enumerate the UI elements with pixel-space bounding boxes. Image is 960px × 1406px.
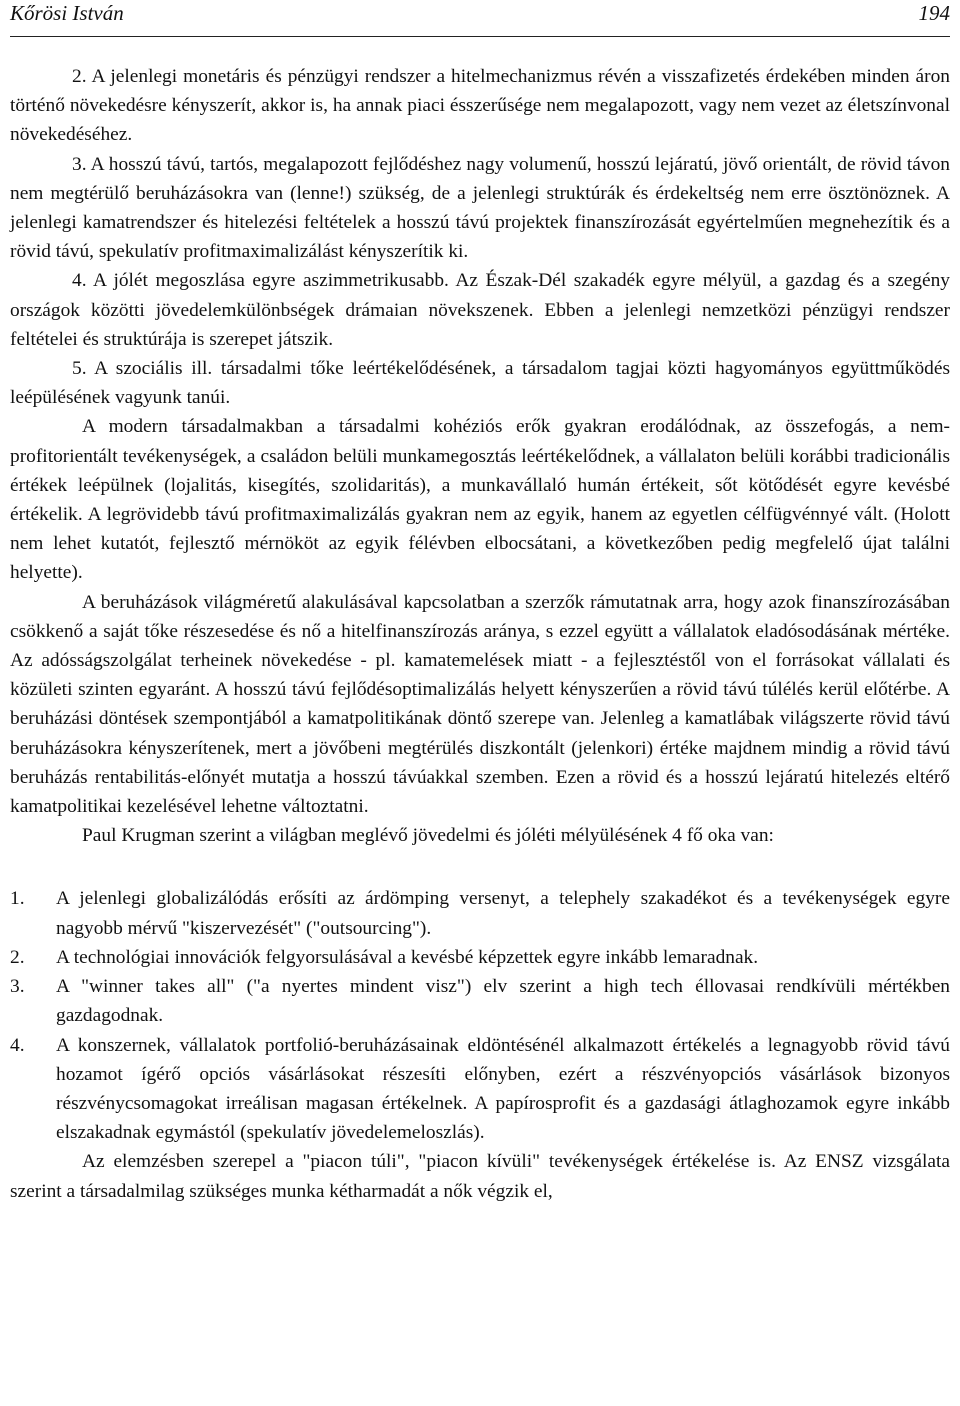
running-head-author: Kőrösi István <box>10 1 124 25</box>
list-item <box>10 1031 950 1148</box>
list-item <box>10 884 950 942</box>
page-header <box>10 0 950 30</box>
list-item-number: 3. <box>10 976 25 998</box>
paragraph-point-2: 2. A jelenlegi monetáris és pénzügyi rendszer a hitelmechanizmus révén a visszafizetés érdekében minden áron történő növekedésre kényszerít, akkor is, ha annak piaci ésszerűsége nem megalapozott, vagy nem vezet az életszínvonal növekedéséhez. <box>10 66 950 146</box>
page-body <box>10 62 950 1206</box>
paragraph-point-3: 3. A hosszú távú, tartós, megalapozott fejlődéshez nagy volumenű, hosszú lejáratú, jövő orientált, de rövid távon nem megtérülő beruházásokra van (lenne!) szükség, de a jelenlegi struktúrák és érdekeltség nem erre ösztönöznek. A jelenlegi kamatrendszer és hitelezési feltételek a hosszú távú projektek finanszírozását egyértelműen megnehezítik és a rövid távú, spekulatív profitmaximalizálást kényszerítik ki. <box>10 153 950 263</box>
list-item-number: 2. <box>10 946 25 968</box>
page-number: 194 <box>918 1 950 25</box>
list-spacer <box>10 850 950 884</box>
list-item-text: A "winner takes all" ("a nyertes mindent visz") elv szerint a high tech éllovasai rendkívüli mértékben gazdagodnak. <box>56 976 950 1027</box>
paragraph-social-cohesion: A modern társadalmakban a társadalmi kohéziós erők gyakran erodálódnak, az összefogás, a nem-profitorientált tevékenységek, a családon belüli munkamegosztás leértékelődnek, a vállalaton belüli korábbi tradicionális értékek leépülnek (lojalitás, kisegítés, szolidaritás), a munkavállaló humán értékeit, sőt kötődését egyre kevésbé értékelik. A legrövidebb távú profitmaximalizálás gyakran nem az egyik, hanem az egyetlen célfügvénnyé vált. (Holott nem lehet kutatót, fejlesztő mérnököt az egyik félévben elbocsátani, a következőben pedig megfelelő újat találni helyette). <box>10 416 950 584</box>
list-item-number: 4. <box>10 1034 25 1056</box>
list-item-number: 1. <box>10 888 25 910</box>
paragraph-un-study: Az elemzésben szerepel a "piacon túli", "piacon kívüli" tevékenységek értékelése is. Az ENSZ vizsgálata szerint a társadalmilag szükséges munka kétharmadát a nők végzik el, <box>10 1151 950 1202</box>
list-item-text: A konszernek, vállalatok portfolió-beruházásainak eldöntésénél alkalmazott értékelés a legnagyobb rövid távú hozamot ígérő opciós vásárlásokat részesíti előnyben, ezért a részvényopciós vásárlások bizonyos részvénycsomagokat irreálisan magasan értékelnek. A papírosprofit és a gazdasági átlaghozamok egyre inkább elszakadnak egymástól (spekulatív jövedelemeloszlás). <box>56 1034 950 1144</box>
paragraph-point-5: 5. A szociális ill. társadalmi tőke leértékelődésének, a társadalom tagjai közti hagyományos együttműködés leépülésének vagyunk tanúi. <box>10 358 950 409</box>
list-item <box>10 943 950 972</box>
list-item-text: A technológiai innovációk felgyorsulásával a kevésbé képzettek egyre inkább lemaradnak. <box>56 946 759 968</box>
header-rule <box>10 36 950 37</box>
krugman-reasons-list <box>10 884 950 1147</box>
paragraph-point-4: 4. A jólét megoszlása egyre aszimmetrikusabb. Az Észak-Dél szakadék egyre mélyül, a gazdag és a szegény országok közötti jövedelemkülönbségek drámaian növekszenek. Ebben a jelenlegi nemzetközi pénzügyi rendszer feltételei és struktúrája is szerepet játszik. <box>10 270 950 350</box>
list-item-text: A jelenlegi globalizálódás erősíti az árdömping versenyt, a telephely szakadékot és a tevékenységek egyre nagyobb mérvű "kiszervezését" ("outsourcing"). <box>56 888 950 939</box>
paragraph-investments: A beruházások világméretű alakulásával kapcsolatban a szerzők rámutatnak arra, hogy azok finanszírozásában csökkenő a saját tőke részesedése és nő a hitelfinanszírozás aránya, s ezzel együtt a vállalatok eladósodásának mértéke. Az adósságszolgálat terheinek növekedése - pl. kamatemelések miatt - a fejlesztéstől von el forrásokat vállalati és közületi szinten egyaránt. A hosszú távú fejlődésoptimalizálás helyett kényszerűen a rövid távú túlélés kerül előtérbe. A beruházási döntések szempontjából a kamatpolitikának döntő szerepe van. Jelenleg a kamatlábak világszerte rövid távú beruházásokra kényszerítenek, mert a jövőbeni megtérülés diszkontált (jelenkori) értéke majdnem mindig a rövid távú beruházás rentabilitás-előnyét mutatja a hosszú távúakkal szemben. Ezen a rövid és a hosszú lejáratú hitelezés eltérő kamatpolitikai kezelésével lehetne változtatni. <box>10 591 950 818</box>
list-item <box>10 972 950 1030</box>
paragraph-krugman-intro: Paul Krugman szerint a világban meglévő jövedelmi és jóléti mélyülésének 4 fő oka van: <box>82 825 774 847</box>
